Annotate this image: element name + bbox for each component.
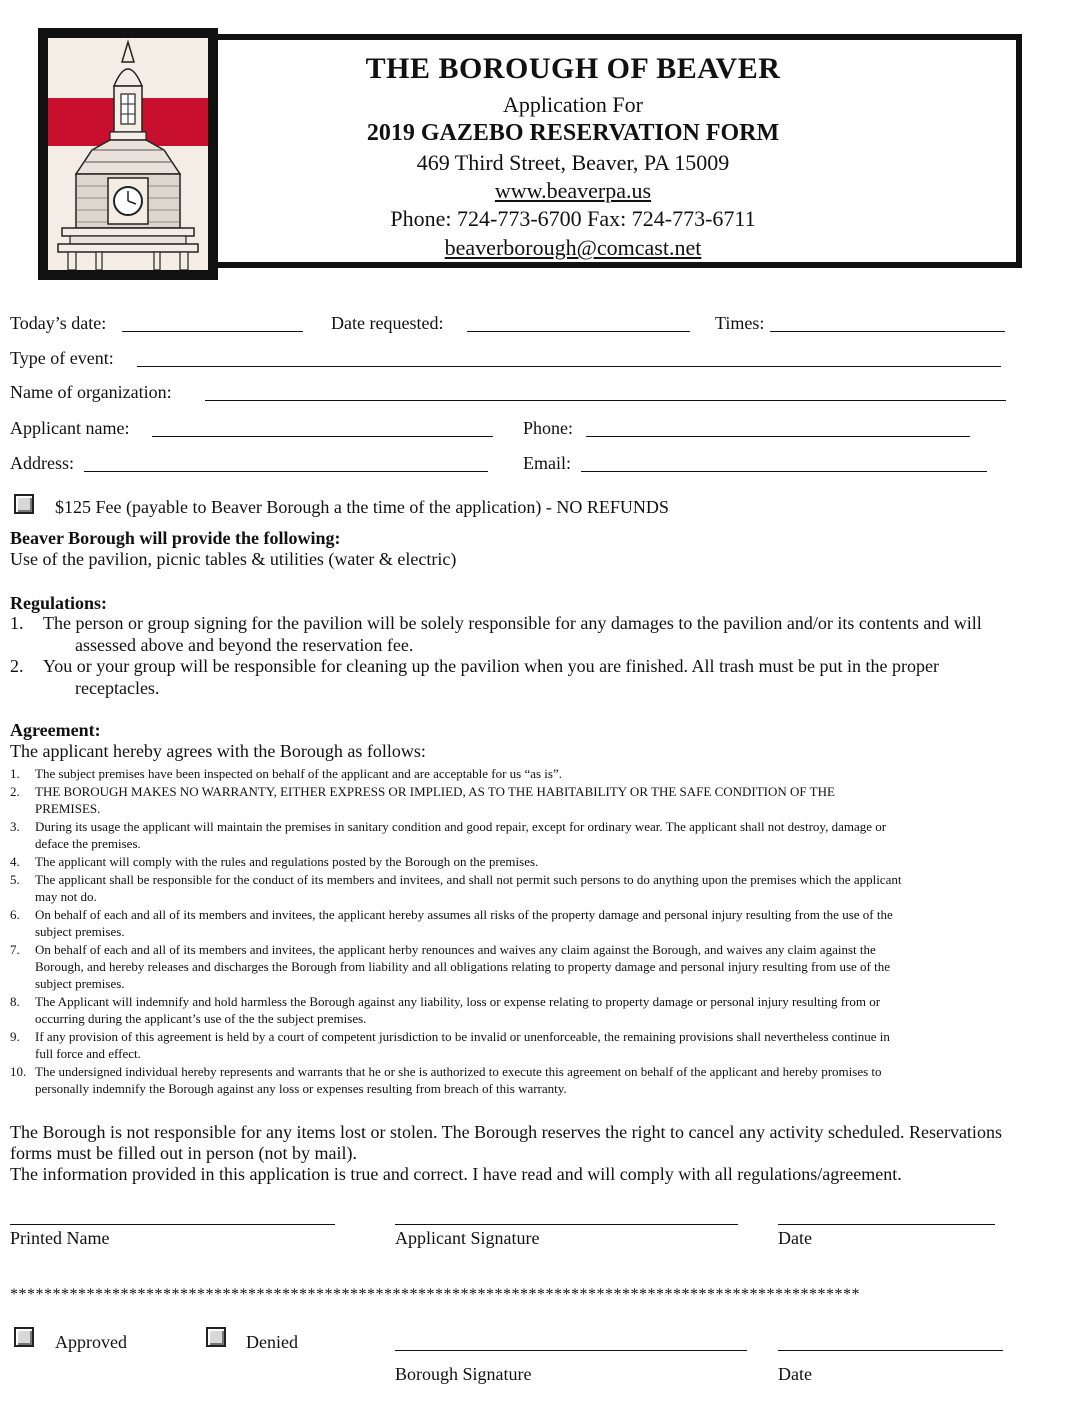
agreement-number: 8. [10,994,20,1009]
type-of-event-label: Type of event: [10,348,114,368]
approved-checkbox[interactable] [14,1327,34,1347]
fee-checkbox[interactable] [14,494,34,514]
agreement-number: 10. [10,1064,27,1079]
phone-fax: Phone: 724-773-6700 Fax: 724-773-6711 [390,206,756,231]
regulation-text-cont: assessed above and beyond the reservation fee. [75,635,414,655]
applicant-date-line[interactable] [778,1224,995,1225]
times-field[interactable] [770,331,1005,332]
regulations-heading: Regulations: [10,593,108,613]
times-label: Times: [715,313,765,333]
separator-stars: **************************************************************************************************** [10,1286,860,1303]
closing-line-1: The Borough is not responsible for any items lost or stolen. The Borough reserves the right to cancel any activity scheduled. Reservations [10,1122,1002,1142]
phone-label: Phone: [523,418,574,438]
agreement-text-line: The subject premises have been inspected on behalf of the applicant and are acceptable for us “as is”. [35,766,562,781]
applicant-date-label: Date [778,1228,812,1248]
agreement-text-line: personally indemnify the Borough against any loss or expenses resulting from breach of this warranty. [35,1081,567,1096]
email-field[interactable] [581,471,987,472]
agreement-text-line: subject premises. [35,924,125,939]
borough-signature-line[interactable] [395,1350,747,1351]
agreement-number: 5. [10,872,20,887]
agreement-heading: Agreement: [10,720,101,740]
agreement-text-line: full force and effect. [35,1046,141,1061]
agreement-item [10,853,1080,870]
agreement-number: 2. [10,784,20,799]
agreement-text-line: occurring during the applicant’s use of the the subject premises. [35,1011,367,1026]
agreement-number: 3. [10,819,20,834]
regulation-number: 2. [10,656,24,676]
applicant-signature-label: Applicant Signature [395,1228,540,1248]
agreement-item [10,1028,1080,1062]
agreement-number: 4. [10,854,20,869]
approved-label: Approved [55,1332,127,1352]
regulation-text: You or your group will be responsible for cleaning up the pavilion when you are finished. All trash must be put in the proper [43,656,940,676]
todays-date-field[interactable] [122,331,303,332]
regulation-text-cont: receptacles. [75,678,160,698]
phone-field[interactable] [586,436,970,437]
address-field[interactable] [84,471,488,472]
agreement-number: 9. [10,1029,20,1044]
agreement-text-line: The applicant will comply with the rules and regulations posted by the Borough on the premises. [35,854,539,869]
printed-name-label: Printed Name [10,1228,110,1248]
application-for-text: Application For [503,92,643,117]
borough-signature-label: Borough Signature [395,1364,532,1384]
provides-text: Use of the pavilion, picnic tables & utilities (water & electric) [10,549,457,569]
website-link[interactable]: www.beaverpa.us [494,178,652,203]
date-requested-label: Date requested: [331,313,444,333]
agreement-list [10,765,1080,1098]
borough-logo [38,28,218,280]
agreement-text-line: THE BOROUGH MAKES NO WARRANTY, EITHER EXPRESS OR IMPLIED, AS TO THE HABITABILITY OR THE SAFE CONDITION OF THE [35,784,835,799]
organization-label: Name of organization: [10,382,172,402]
applicant-name-field[interactable] [152,436,493,437]
denied-label: Denied [246,1332,298,1352]
date-requested-field[interactable] [467,331,690,332]
header-panel [212,34,1022,268]
applicant-signature-line[interactable] [395,1224,738,1225]
agreement-text-line: On behalf of each and all of its members and invitees, the applicant hereby assumes all risks of the property damage and personal injury resulting from the use of the [35,907,893,922]
agreement-text-line: PREMISES. [35,801,101,816]
closing-line-2: forms must be filled out in person (not by mail). [10,1143,357,1163]
email-label: Email: [523,453,571,473]
agreement-number: 6. [10,907,20,922]
agreement-item [10,783,1080,817]
printed-name-line[interactable] [10,1224,335,1225]
type-of-event-field[interactable] [137,366,1001,367]
borough-address: 469 Third Street, Beaver, PA 15009 [416,150,730,175]
agreement-item [10,941,1080,992]
borough-date-label: Date [778,1364,812,1384]
address-label: Address: [10,453,74,473]
agreement-text-line: During its usage the applicant will maintain the premises in sanitary condition and good repair, except for ordinary wear. The applicant shall not destroy, damage or [35,819,887,834]
clock-tower-illustration [48,38,208,270]
todays-date-label: Today’s date: [10,313,107,333]
organization-field[interactable] [205,400,1006,401]
email-link[interactable]: beaverborough@comcast.net [444,235,702,260]
regulation-number: 1. [10,613,24,633]
agreement-text-line: The applicant shall be responsible for the conduct of its members and invitees, and shall not permit such persons to do anything upon the premises which the applicant [35,872,902,887]
agreement-text-line: deface the premises. [35,836,141,851]
agreement-intro: The applicant hereby agrees with the Borough as follows: [10,741,426,761]
provides-heading: Beaver Borough will provide the following: [10,528,341,548]
agreement-text-line: may not do. [35,889,97,904]
agreement-item [10,993,1080,1027]
agreement-text-line: On behalf of each and all of its members and invitees, the applicant herby renounces and waives any claim against the Borough, and waives any claim against the [35,942,876,957]
agreement-text-line: Borough, and hereby releases and discharges the Borough from liability and all obligations relating to property damage and personal injury resulting from use of the [35,959,891,974]
agreement-item [10,1063,1080,1097]
agreement-text-line: subject premises. [35,976,125,991]
closing-line-3: The information provided in this application is true and correct. I have read and will comply with all regulations/agreement. [10,1164,902,1184]
agreement-item [10,871,1080,905]
regulation-text: The person or group signing for the pavilion will be solely responsible for any damages to the pavilion and/or its contents and will [43,613,982,633]
agreement-text-line: The undersigned individual hereby represents and warrants that he or she is authorized to execute this agreement on behalf of the applicant and hereby promises to [35,1064,882,1079]
form-title: 2019 GAZEBO RESERVATION FORM [366,120,780,146]
applicant-name-label: Applicant name: [10,418,130,438]
agreement-item [10,906,1080,940]
agreement-number: 1. [10,766,20,781]
agreement-text-line: The Applicant will indemnify and hold harmless the Borough against any liability, loss or expense relating to property damage or personal injury resulting from or [35,994,881,1009]
denied-checkbox[interactable] [206,1327,226,1347]
fee-label: $125 Fee (payable to Beaver Borough a the time of the application) - NO REFUNDS [55,497,669,517]
agreement-number: 7. [10,942,20,957]
borough-title: THE BOROUGH OF BEAVER [365,52,781,85]
borough-date-line[interactable] [778,1350,1003,1351]
agreement-item [10,765,1080,782]
agreement-item [10,818,1080,852]
agreement-text-line: If any provision of this agreement is held by a court of competent jurisdiction to be invalid or unenforceable, the remaining provisions shall nevertheless continue in [35,1029,890,1044]
